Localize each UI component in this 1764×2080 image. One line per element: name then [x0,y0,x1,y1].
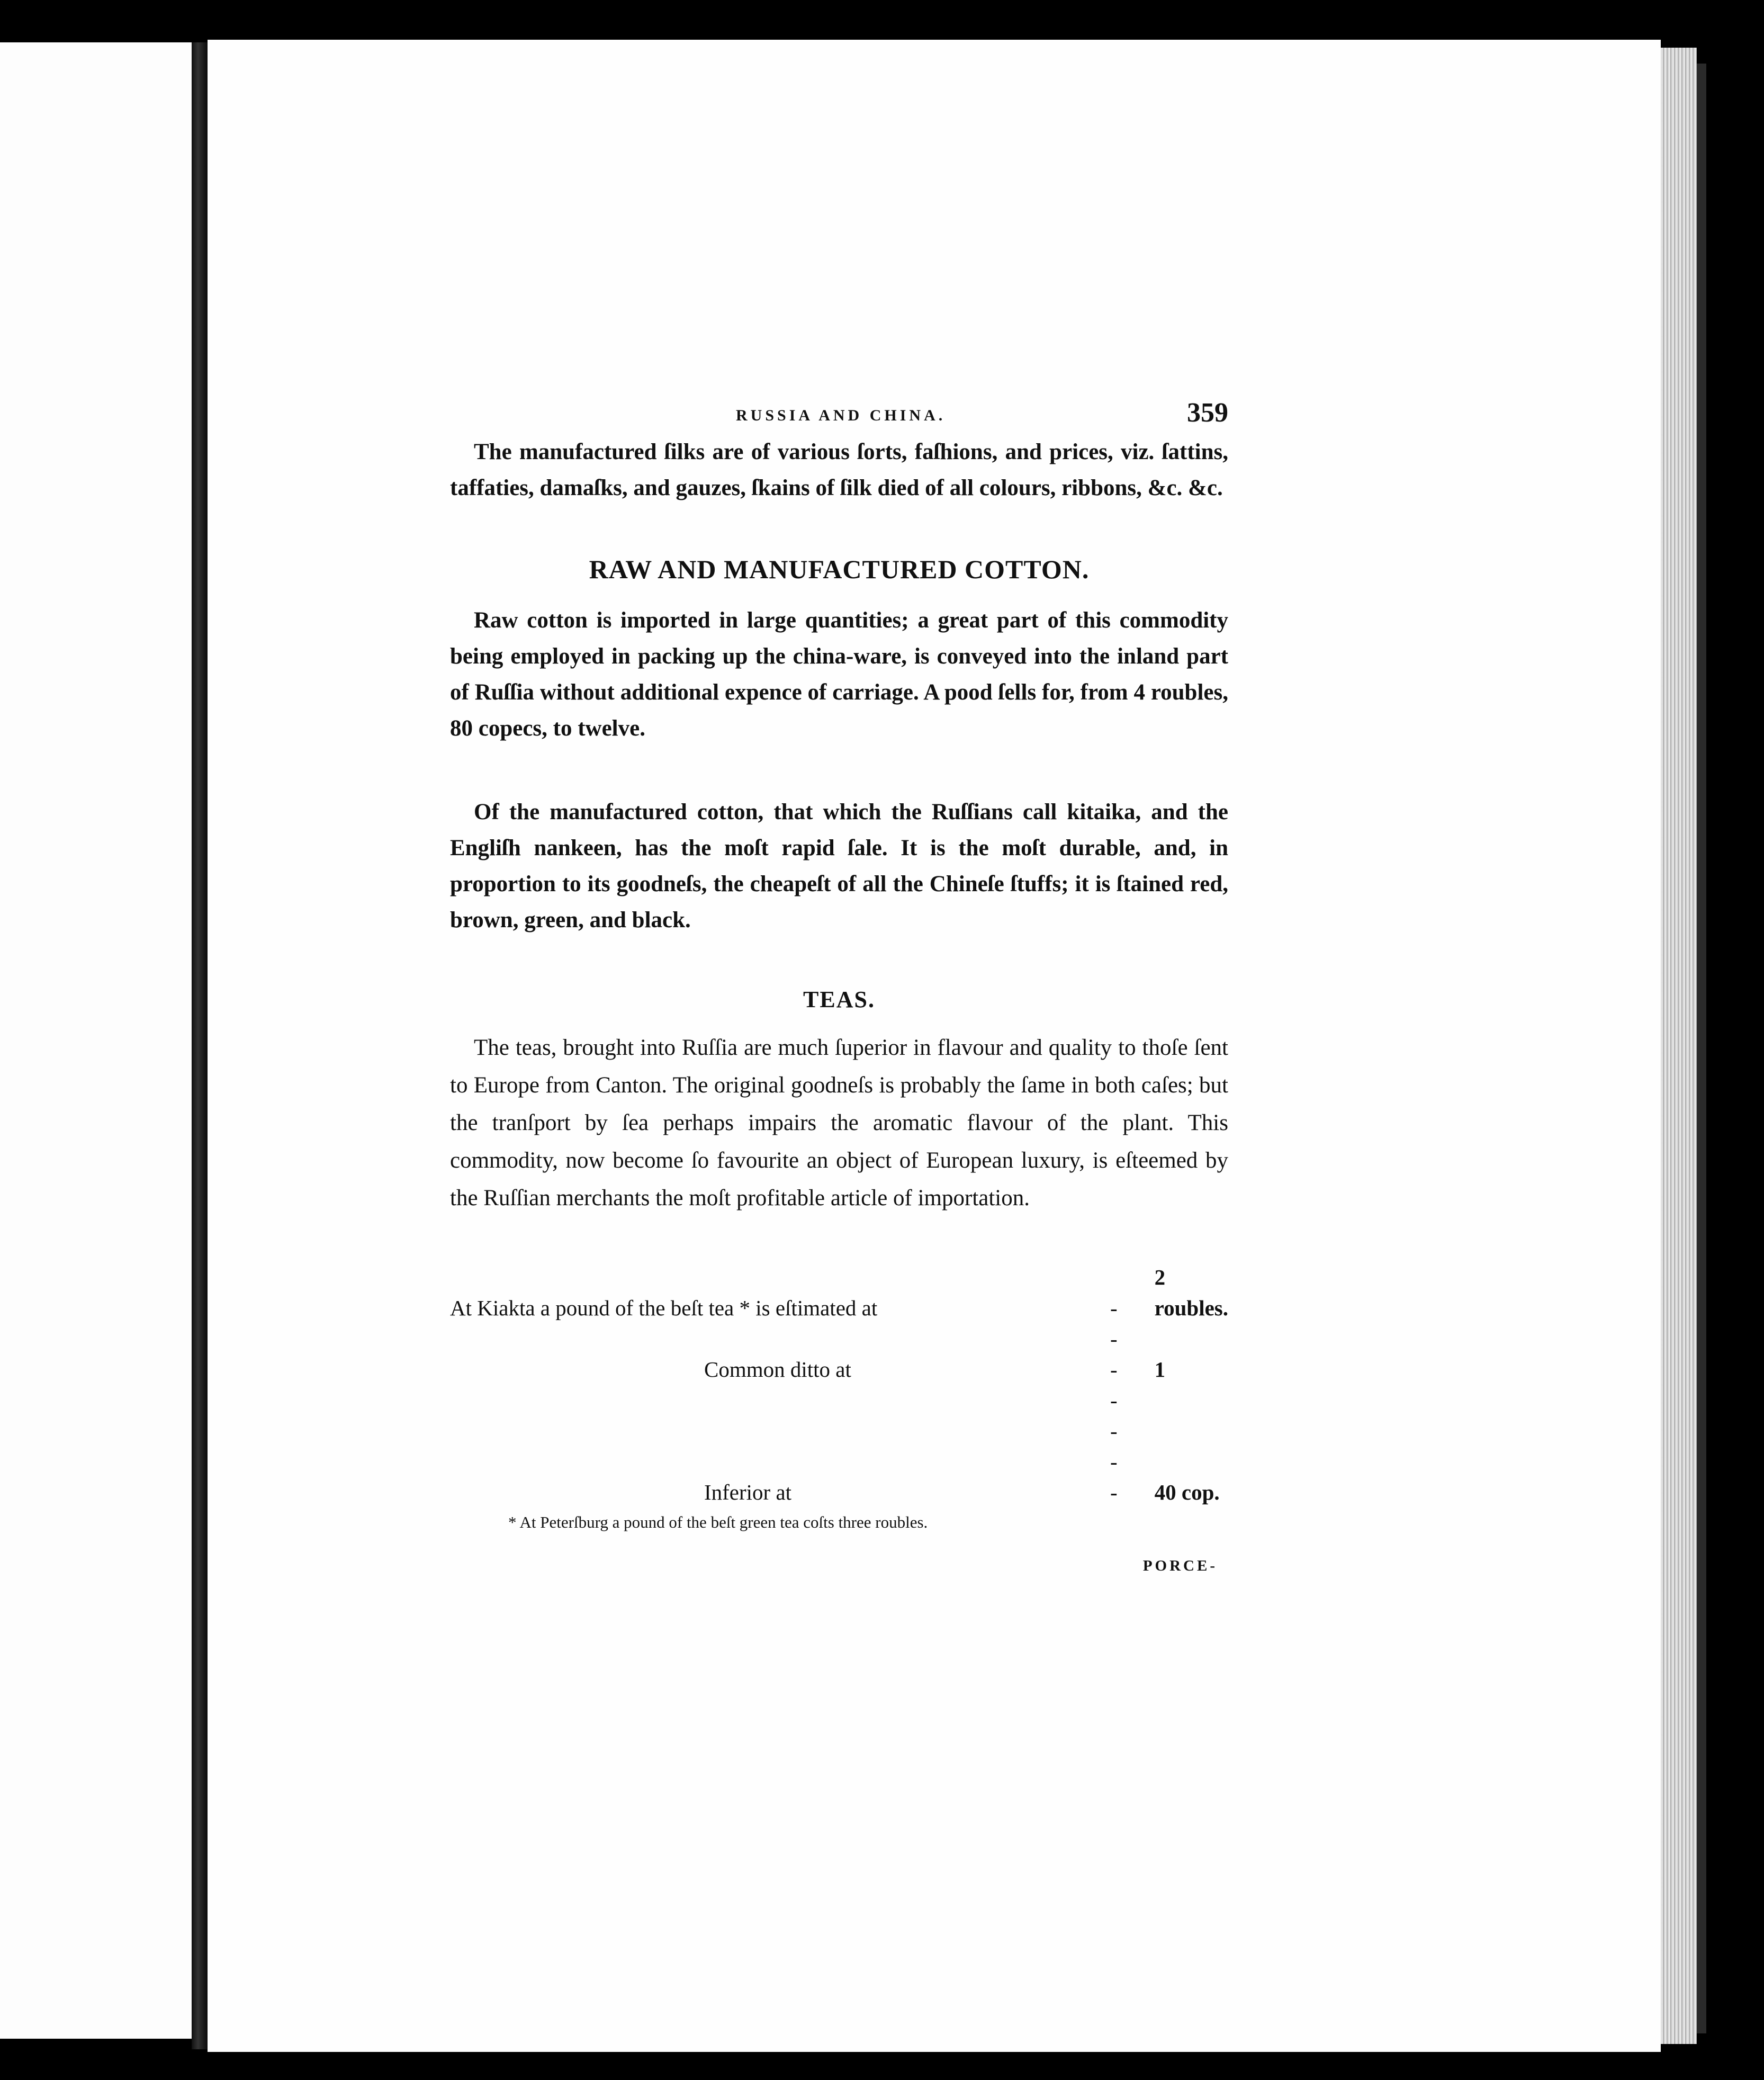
tea-price-table [450,1262,1228,1508]
running-head [450,392,1228,434]
price-value: 40 cop. [1154,1480,1220,1504]
footnote: * At Peterſburg a pound of the beſt green tea coſts three roubles. [508,1513,928,1531]
book-gutter [192,42,208,2049]
catchword: PORCE- [1142,1557,1218,1574]
text-block [450,392,1228,1575]
facing-page [0,42,192,2039]
price-row [450,1385,1228,1508]
price-dashes: - - [1110,1326,1155,1382]
price-dashes: - - - - [1110,1388,1155,1504]
page-number: 359 [1187,398,1228,428]
price-dashes: - [1110,1296,1155,1320]
page-edges [1661,48,1697,2044]
cotton-heading: RAW AND MANUFACTURED COTTON. [589,554,1090,584]
price-label: Inferior at [704,1480,792,1504]
cotton-paragraph-1: Raw cotton is imported in large quantities; a great part of this commodity being employed in packing up the china-ware, is conveyed into the inland part of Ruſſia without additional expence of carriage. A pood ſells for, from 4 roubles, 80 copecs, to twelve. [450,608,1228,741]
teas-heading: TEAS. [803,987,875,1012]
teas-paragraph: The teas, brought into Ruſſia are much ſuperior in flavour and quality to thoſe ſent to Europe from Canton. The original goodneſs is probably the ſame in both caſes; but the tranſport by ſea perhaps impairs the aromatic flavour of the plant. This commodity, now become ſo favourite an object of European luxury, is eſteemed by the Ruſſian merchants the moſt profitable article of importation. [450,1035,1228,1211]
silks-paragraph: The manufactured ſilks are of various ſorts, faſhions, and prices, viz. ſattins, taffaties, damaſks, and gauzes, ſkains of ſilk died of all colours, ribbons, &c. &c. [450,440,1228,500]
price-value: 1 [1154,1357,1166,1382]
running-head-title: RUSSIA AND CHINA. [736,407,946,424]
price-value: 2 roubles. [1154,1265,1228,1320]
price-label: Common ditto at [704,1357,851,1382]
price-label: At Kiakta a pound of the beſt tea * is eſtimated at [450,1296,878,1320]
price-row [450,1323,1228,1385]
cotton-paragraph-2: Of the manufactured cotton, that which the Ruſſians call kitaika, and the Engliſh nankeen, has the moſt rapid ſale. It is the moſt durable, and, in proportion to its goodneſs, the cheapeſt of all the Chineſe ſtuffs; it is ſtained red, brown, green, and black. [450,800,1228,933]
page-edge-shadow [1697,64,1706,2033]
price-row [450,1262,1228,1323]
